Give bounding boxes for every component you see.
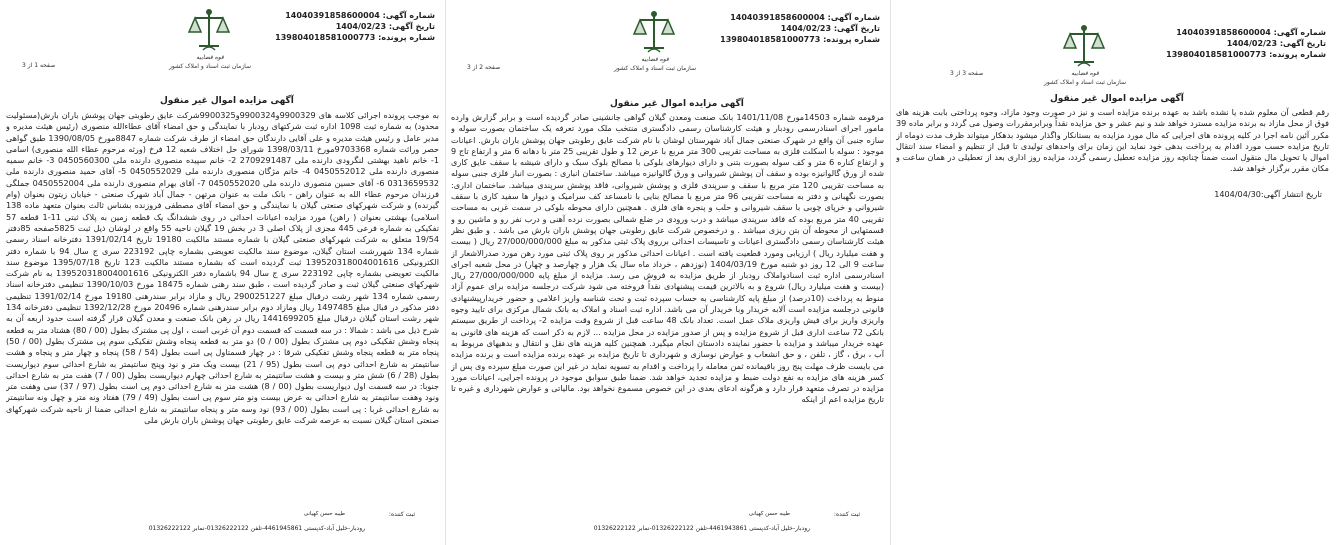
publish-date: تاریخ انتشار آگهی:1404/04/30 [1214,189,1322,199]
case-number: 139804018581000773 [1166,50,1267,59]
judiciary-emblem [613,8,697,78]
org-subtitle: سازمان ثبت اسناد و املاک کشور [613,65,697,72]
notice-meta: شماره آگهی: 14040391858600004 تاریخ آگهی: 1404/02/23 شماره پرونده: 139804018581000773 [720,13,880,44]
case-number: 139804018581000773 [720,35,821,44]
notice-page-1 [0,0,445,545]
page-number: صفحه 1 از 3 [22,62,56,69]
page-footer: ثبت کننده: طیبه حسن کهیانی رودبار-خلیل آباد-کدپستی 4461943861-تلفن 01326222122-نمابر 01326222122 [593,511,860,532]
ad-date: 1404/02/23 [780,24,832,33]
notice-body: به موجب پرونده اجرائی کلاسه های 9900329و9900324و9900325شرکت عایق رطوبتی جهان پوشش باران بارش(مسئولیت محدود) به شماره ثبت 1098 اداره ثبت شرکتهای رودبار با نمایندگی و حق امضاء آقای عطاءالله منصوری (رئیس هیئت مدیره و مدیر عامل و رئیس هیئت مدیره و علی آقایی دارندگان حق امضاء از طرف شرکت شماره 8847مورخ 1390/08/05 طبق گواهی حصر وراثت شماره 9703368مورخ 1398/03/11 شورای حل اختلاف شعبه 12 فرخ (ورثه مرحوم عطاء الله منصوری) اسامی 1- خانم ناهید بهشتی لنگرودی دارنده ملی 2709291487 2- خانم سپیده منصوری دارنده ملی 0450560300 3- خانم سمیه منصوری دارنده ملی 0450552012 4- خانم مژگان منصوری دارنده ملی 0450552029 5- آقای حمید منصوری دارنده ملی 0313659532 6- آقای حسین منصوری دارنده ملی 0450552020 7- آقای بهرام منصوری دارنده ملی 0450552004 جملگی فرزندان مرحوم عطاء الله به عنوان راهن - بانک ملت به عنوان مرتهن - جمال آباد شهرک صنعتی - خیابان زیتون بعنوان (وام گیرنده) و شرکت شهرکهای صنعتی گیلان با نمایندگی و حق امضاء آقای مصطفی فروزنده بشناس ثالث بعنوان متعهد ماده 138 اسلامی) بهشتی بعنوان ( راهن) مورد مزایده اعیانات احداثی در روی ششدانگ یک قطعه زمین به پلاک ثبتی 11-1 قطعه 57 تفکیکی به شماره فرعی 445 مجزی از پلاک اصلی 3 در بخش 19 گیلان ناحیه 55 واقع در لوشان ذیل ثبت 5825صفحه 85دفتر 19/54 متعلق به شرکت شهرکهای صنعتی گیلان با شماره مستند مالکیت 19180 تاریخ 1391/02/14 دفترخانه اسناد رسمی شماره 134 شهررشت استان گیلان، موضوع سند مالکیت تعویضی بشماره چاپی 223192 سری ج سال 94 با شماره دفتر الکترونیکی 139520318004001616 ثبت گردیده است که بشماره مستند مالکیت 123 تاریخ 1395/07/18 موضوع سند مالکیت تعویضی بشماره چاپی 223192 سری ج سال 94 باشماره دفتر الکترونیکی 139520318004001616 به نام شرکت شهرکهای صنعتی گیلان ثبت و صادر گردیده است ، طبق سند رهنی شماره 18475 مورخ 1390/10/03 تنظیمی دفترخانه اسناد رسمی شماره 134 شهر رشت درقبال مبلغ 2900251227 ریال و مازاد برابر سندرهنی 19180 مورخ 1391/02/14 تنظیمی دفتر مذکور در قبال مبلغ 1497485 ریال ومازاد دوم برابر سندرهنی شماره 20496 مورخ 1392/12/28 تنظیمی دفترخانه 134 شهر رشت استان گیلان درقبال مبلغ 1441699205 ریال در رهن بانک صنعت و معدن گیلان قرار گرفته است حدود اربعه آن به شرح ذیل می باشد : شمالا : در سه قسمت که قسمت دوم آن غربی است ، اول پی مشترک بطول (00 / 80) هشتاد متر به قطعه پنجاه وشش تفکیکی دوم پی مشترک بطول (00 / 0) دو متر به قطعه پنجاه وشش تفکیکی سوم پی مشترک بطول (00 / 50) پنجاه متر به قطعه پنجاه وشش تفکیکی شرقا : در چهار قسمتاول پی است بطول (54 / 58) پنجاه و چهار متر و پنجاه و هشت سانتیمتر به شارع احداثی دوم پی است بطول (95 / 21) بیست ویک متر و نود وپنج سانتیمتر به شارع احداثی سوم دیواریست بطول (28 / 6) شش متر و بیست و هشت سانتیمتر به شارع احداثی چهارم دیواریست بطول (00 / 7) هفت متر به شارع احداثی جنوبا: در سه قسمت اول دیواریست بطول (00 / 8) هشت متر به شارع احداثی دوم پی است بطول (97 / 37) سی وهفت متر ونود وهفت سانتیمتر به شارع احداثی به عرض بیست ونو متر سوم پی است بطول (49 / 79) هفتاد ونه متر و چهل ونه سانتیمتر به شارع احداثی غربا : پی است بطول (00 / 93) نود وسه متر و پنجاه سانتیمتر به شارع احداثی ضمنا از ناحیه شرکت شهرکهای صنعتی استان گیلان نسبت به عرصه شرکت عایق رطوبتی جهان پوشش باران بارش ملی [6,110,439,426]
scales-of-justice-icon [1060,22,1108,70]
ad-date: 1404/02/23 [335,22,387,31]
page-header [0,0,445,88]
notice-title: آگهی مزایده اموال غیر منقول [160,96,294,106]
page-footer [890,511,1336,541]
office-address: رودبار-خلیل آباد-کدپستی 4461945861-تلفن 01326222122-نمابر 01326222122 [148,525,365,532]
ad-number: 14040391858600004 [285,11,380,20]
ad-number: 14040391858600004 [1176,28,1271,37]
notice-body: رقم قطعی آن معلوم شده یا نشده باشد به عهده برنده مزایده است و نیز در صورت وجود مازاد، وجوه پرداختی بابت هزینه های فوق از محل مازاد به برنده مزایده مسترد خواهد شد و نیم عشر و حق مزایده نقداً وبرابرمقررات وصول می گردد و برابر ماده 39 مکرر آئین نامه اجرا در کلیه پرونده های اجرایی که مال مورد مزایده به بستانکار واگذار میشود بدهکار میتواند ظرف مدت دوماه از تاریخ مزایده حسب مورد اقدام به پرداخت بدهی خود نماید این زمان برای واحدهای تولیدی تا قبل از تنظیم و امضاء سند انتقال اموال یا تحویل مال منقول است ضمناً چنانچه روز مزایده تعطیل رسمی گردد، مزایده روز اداری بعد از تعطیلی در همان ساعت و مکان مقرر برگزار خواهد شد. [896,107,1329,174]
notice-body: مرقومه شماره 14503مورخ 1401/11/08 بانک صنعت ومعدن گیلان گواهی جانشینی صادر گردیده است و برابر گزارش وارده مامور اجرای اسنادرسمی رودبار و هیئت کارشناسان رسمی دادگستری منتخب ملک مورد تعرفه یک ساختمان بصورت سوله و سازه جنبی آن واقع در شهرک صنعتی جمال آباد شهرستان لوشان با نام شرکت عایق رطوبتی جهان پوشش باران بارش. اعیانات موجود : سوله با اسکلت فلزی به مساحت تقریبی 300 متر مربع با عرض 12 و طول تقریبی 25 متر با دهانه 6 متر و ارتفاع تاج 9 و ارتفاع کناره 6 متر و کف سوله بصورت بتنی و دارای دیوارهای بلوکی با مصالح بلوک سبک و دارای شیشه با سقف عایق کاری شده از ورق گالوانیزه بوده و سقف آن پوشش شیروانی و ورق گالوانیزه میباشد. ساختمان انباری : بصورت انبار فلزی جنبی سوله به مساحت تقریبی 120 متر مربع با سقف و سرپندی فلزی و پوشش شیروانی، فاقد پوشش سرپندی میباشد. ساختمان اداری: بصورت نگهبانی و دفتر به مساحت تقریبی 96 متر مربع با مصالح بنایی با نامساعد کف سرامیک و دیوار ها سفید کاری با سقف شیروانی و خرپای چوبی با سقف شیروانی و حلب و پنجره های فلزی . همچنین دارای محوطه بلوکی در سمت غربی به مساحت تقریبی 40 متر مربع بوده که فاقد سرپندی میباشد و درب ورودی در ضلع شمالی بصورت نرده آهنی و درب نفر رو و ماشین رو و قسمتهایی از محوطه آن بتن ریزی میباشد . و درخصوص شرکت عایق رطوبتی جهان پوشش باران بارش می باشد . و طبق نظر هیئت کارشناسان رسمی دادگستری اعیانات و تاسیسات احداثی برروی پلاک ثبتی مذکور به مبلغ 27/000/000/000 ریال ( بیست و هفت میلیارد ریال ) ارزیابی ومورد قطعیت یافته است . اعیانات احداثی مذکور بر روی پلاک ثبتی مورد رهن مورد صدرالاشعار از ساعت 9 الی 12 روز دو شنبه مورخ 1404/03/19 (نوزدهم ، خرداد ماه سال یک هزار و چهارصد و چهار) در محل شعبه اجرای اسنادرسمی اداره ثبت اسنادواملاک رودبار از طریق مزایده به فروش می رسد. مزایده از مبلغ پایه 27/000/000/000 ریال (بیست و هفت میلیارد ریال) شروع و به بالاترین قیمت پیشنهادی نقداً فروخته می شود شرکت درجلسه مزایده برای عموم آزاد منوط به پرداخت (10درصد) از مبلغ پایه کارشناسی به حساب سپرده ثبت و تحت شناسه واریز اعلامی و حضور خریدارپیشنهادی قانونی درجلسه مزایده است آلابه خریدار وبا خریدار آن می باشد. اداره ثبت اسناد و املاک به بانک شمال مرکزی برای تایید وجوه واریزی واریز برای فیش واریزی ملاک عمل است. تعداد بانک 48 ساعت قبل از شروع وقت مزایده 2- پرداخت از طریق سیستم بانکی 72 ساعت اداری قبل از شروع مزایده و پس از صدور مزایده در محل مزایده ... لازم به ذکر است که هزینه های قانونی به عهده خریدار میباشد و مزایده با حضور نماینده دادستان انجام میگیرد. همچنین کلیه هزینه های نقل و انتقال و بدهیهای مربوط به آب ، برق ، گاز ، تلفن ، و حق انشعاب و عوارض نوسازی و شهرداری تا تاریخ مزایده بر عهده برنده مزایده است و برنده مزایده می بایست ظرف مهلت پنج روز باقیمانده ثمن معامله را پرداخت و اقدام به تسویه نماید در غیر این صورت مبلغ سپرده وی پس از کسر هزینه های مزایده به نفع دولت ضبط و مزایده تجدید خواهد شد. ضمنا طبق سوابق موجود در پرونده اجرایی، اعیانات مورد مزایده در تصرف متعهد قرار دارد و هرگونه ادعای بعدی در این خصوص مسموع نخواهد بود. مالیاتی و عوارض شهرداری و غیره تا تاریخ مزایده اعم از اینکه [451,112,884,405]
page-number: صفحه 2 از 3 [467,64,501,71]
org-name: قوه قضاییه [641,56,669,63]
notice-meta: شماره آگهی: 14040391858600004 تاریخ آگهی: 1404/02/23 شماره پرونده: 139804018581000773 [275,11,435,42]
office-address: رودبار-خلیل آباد-کدپستی 4461943861-تلفن 01326222122-نمابر 01326222122 [593,525,810,532]
judiciary-emblem [1043,22,1127,92]
notice-title: آگهی مزایده اموال غیر منقول [610,99,744,109]
org-subtitle: سازمان ثبت اسناد و املاک کشور [168,63,252,70]
org-subtitle: سازمان ثبت اسناد و املاک کشور [1043,79,1127,86]
signer-name: طیبه حسن کهیانی [303,511,345,517]
signer-name: طیبه حسن کهیانی [748,511,790,517]
notice-page-3 [890,0,1336,545]
ad-date: 1404/02/23 [1226,39,1278,48]
scales-of-justice-icon [185,6,233,54]
notice-page-2 [445,0,890,545]
notice-title: آگهی مزایده اموال غیر منقول [1050,94,1184,104]
page-number: صفحه 3 از 3 [950,70,984,77]
page-header [445,0,890,88]
org-name: قوه قضاییه [1071,70,1099,77]
scales-of-justice-icon [630,8,678,56]
page-footer: ثبت کننده: طیبه حسن کهیانی رودبار-خلیل آباد-کدپستی 4461945861-تلفن 01326222122-نمابر 01326222122 [148,511,415,532]
judiciary-emblem [168,6,252,76]
notice-meta: شماره آگهی: 14040391858600004 تاریخ آگهی: 1404/02/23 شماره پرونده: 139804018581000773 [1166,28,1326,59]
ad-number: 14040391858600004 [730,13,825,22]
page-header [890,0,1336,88]
org-name: قوه قضاییه [196,54,224,61]
case-number: 139804018581000773 [275,33,376,42]
